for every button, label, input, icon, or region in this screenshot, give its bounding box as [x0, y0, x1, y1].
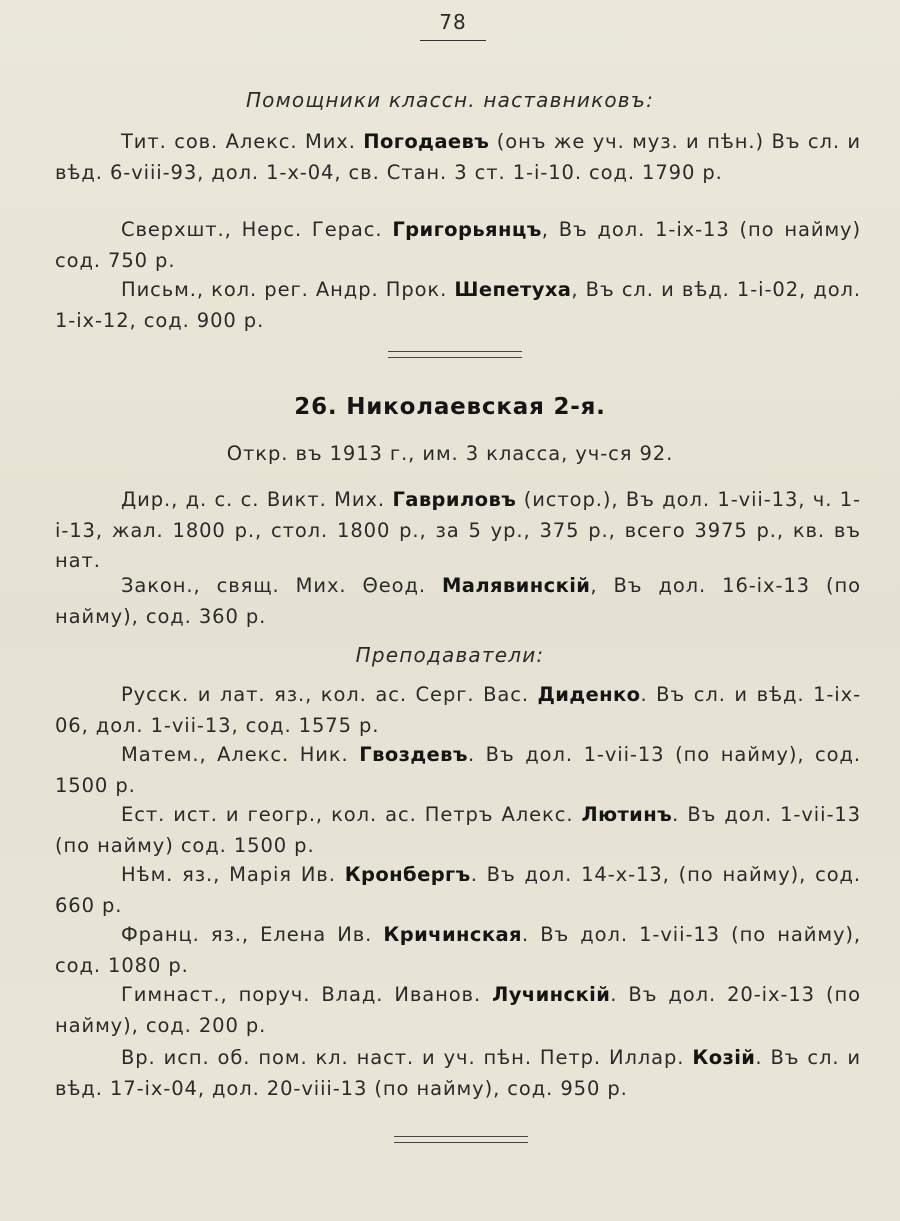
section-divider: [388, 351, 522, 358]
assistants-heading: Помощники классн. наставниковъ:: [245, 88, 655, 112]
entry-text: Закон., свящ. Мих. Θеод.: [121, 574, 442, 597]
entry-koziy: [55, 1043, 861, 1104]
person-name: Григорьянцъ: [392, 218, 542, 241]
end-divider: [394, 1136, 528, 1143]
entry-text: (истор.), Въ дол. 1-vii-13, ч. 1-i-13, жал. 1800 р., стол. 1800 р., за 5 ур., 375 р., всего 3975 р., кв. въ нат.: [55, 488, 861, 572]
entry-text: . Въ дол. 1-vii-13 (по найму) сод. 1500 р.: [55, 803, 861, 857]
person-name: Лучинскій: [492, 983, 611, 1006]
person-name: Гвоздевъ: [359, 743, 468, 766]
page-number: 78: [439, 10, 467, 34]
person-name: Гавриловъ: [392, 488, 517, 511]
person-name: Кричинская: [383, 923, 522, 946]
entry-text: Дир., д. с. с. Викт. Мих.: [121, 488, 393, 511]
entry-text: Нѣм. яз., Марія Ив.: [121, 863, 345, 886]
person-name: Шепетуха: [454, 278, 572, 301]
entry-text: . Въ дол. 1-vii-13 (по найму), сод. 1500 р.: [55, 743, 861, 797]
entry-lyutin: [55, 800, 861, 861]
entry-text: Русск. и лат. яз., кол. ас. Серг. Вас.: [121, 683, 538, 706]
person-name: Козій: [692, 1046, 756, 1069]
entry-gvozdev: [55, 740, 861, 801]
teachers-heading: Преподаватели:: [355, 643, 545, 667]
entry-text: Сверхшт., Нерс. Герас.: [121, 218, 393, 241]
school-title: 26. Николаевская 2-я.: [294, 394, 606, 420]
entry-text: Гимнаст., поруч. Влад. Иванов.: [121, 983, 493, 1006]
entry-text: Вр. исп. об. пом. кл. наст. и уч. пѣн. Петр. Иллар.: [121, 1046, 693, 1069]
entry-kronberg: [55, 860, 861, 921]
person-name: Диденко: [537, 683, 641, 706]
entry-luchinsky: [55, 980, 861, 1041]
page-number-underline: [420, 40, 486, 41]
entry-text: Ест. ист. и геогр., кол. ас. Петръ Алекс.: [121, 803, 582, 826]
entry-text: , Въ дол. 1-ix-13 (по найму) сод. 750 р.: [55, 218, 861, 272]
entry-text: Матем., Алекс. Ник.: [121, 743, 360, 766]
entry-pogodaev: [55, 127, 861, 188]
entry-text: (онъ же уч. муз. и пѣн.) Въ сл. и вѣд. 6-viii-93, дол. 1-x-04, св. Стан. 3 ст. 1-i-10. сод. 1790 р.: [55, 130, 861, 184]
person-name: Кронбергъ: [344, 863, 471, 886]
entry-text: . Въ дол. 1-vii-13 (по найму), сод. 1080 р.: [55, 923, 862, 977]
person-name: Погодаевъ: [363, 130, 490, 153]
entry-malyavinsky: [55, 571, 861, 632]
entry-text: . Въ сл. и вѣд. 1-ix-06, дол. 1-vii-13, сод. 1575 р.: [55, 683, 862, 737]
person-name: Малявинскій: [441, 574, 591, 597]
entry-grigoryants: [55, 215, 861, 276]
entry-didenko: [55, 680, 861, 741]
entry-krichinskaya: [55, 920, 861, 981]
entry-text: Письм., кол. рег. Андр. Прок.: [121, 278, 455, 301]
entry-text: , Въ дол. 16-ix-13 (по найму), сод. 360 р.: [55, 574, 861, 628]
school-opened-line: Откр. въ 1913 г., им. 3 класса, уч-ся 92.: [226, 442, 674, 465]
entry-text: Франц. яз., Елена Ив.: [121, 923, 384, 946]
entry-text: Тит. сов. Алекс. Мих.: [121, 130, 364, 153]
entry-gavrilov: [55, 485, 861, 577]
entry-text: . Въ дол. 20-ix-13 (по найму), сод. 200 р.: [55, 983, 861, 1037]
entry-shepetukha: [55, 275, 861, 336]
entry-text: . Въ дол. 14-x-13, (по найму), сод. 660 р.: [55, 863, 862, 917]
person-name: Лютинъ: [581, 803, 673, 826]
entry-text: . Въ сл. и вѣд. 17-ix-04, дол. 20-viii-13 (по найму), сод. 950 р.: [55, 1046, 861, 1100]
entry-text: , Въ сл. и вѣд. 1-i-02, дол. 1-ix-12, сод. 900 р.: [55, 278, 861, 332]
